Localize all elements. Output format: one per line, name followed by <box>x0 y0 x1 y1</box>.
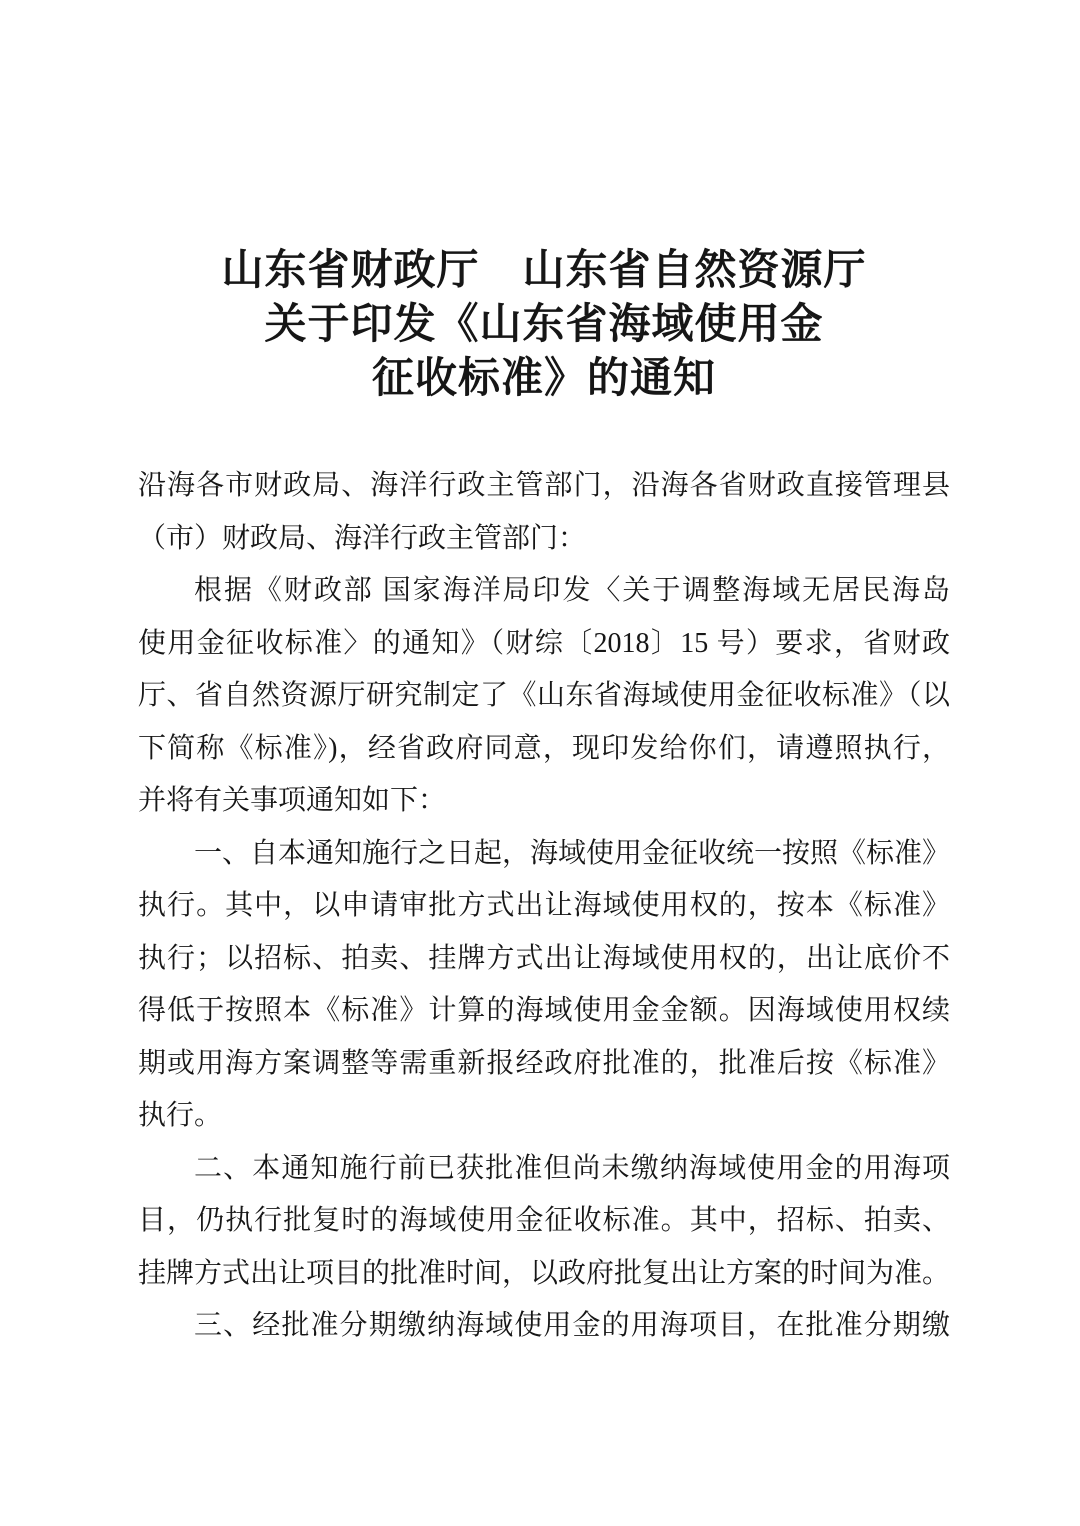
body-line: 期或用海方案调整等需重新报经政府批准的，批准后按《标准》 <box>138 1047 950 1079</box>
body-line: 并将有关事项通知如下： <box>138 785 447 816</box>
body-line: 沿海各市财政局、海洋行政主管部门，沿海各省财政直接管理县 <box>138 470 950 501</box>
body-line: 下简称《标准》)，经省政府同意，现印发给你们，请遵照执行， <box>138 732 950 764</box>
body-line: 根据《财政部 国家海洋局印发〈关于调整海域无居民海岛 <box>194 575 950 606</box>
body-line: （市）财政局、海洋行政主管部门： <box>138 522 587 554</box>
title-line: 关于印发《山东省海域使用金 <box>264 302 824 348</box>
title-line: 山东省财政厅 山东省自然资源厅 <box>221 248 867 294</box>
body-line: 得低于按照本《标准》计算的海域使用金金额。因海域使用权续 <box>138 995 950 1026</box>
body-line: 执行。 <box>138 1100 223 1131</box>
document-body <box>138 460 950 1353</box>
body-line: 三、经批准分期缴纳海域使用金的用海项目，在批准分期缴 <box>194 1310 950 1341</box>
body-line: 执行；以招标、拍卖、挂牌方式出让海域使用权的，出让底价不 <box>138 942 950 974</box>
title-line: 征收标准》的通知 <box>371 356 716 402</box>
body-line: 一、自本通知施行之日起，海域使用金征收统一按照《标准》 <box>194 837 950 869</box>
body-line: 执行。其中，以申请审批方式出让海域使用权的，按本《标准》 <box>138 890 950 921</box>
body-line: 目，仍执行批复时的海域使用金征收标准。其中，招标、拍卖、 <box>138 1205 950 1236</box>
body-line: 使用金征收标准〉的通知》（财综〔2018〕15 号）要求，省财政 <box>138 627 950 659</box>
body-line: 挂牌方式出让项目的批准时间，以政府批复出让方案的时间为准。 <box>138 1257 950 1289</box>
body-line: 厅、省自然资源厅研究制定了《山东省海域使用金征收标准》（以 <box>138 680 950 711</box>
document-title <box>138 244 950 406</box>
body-line: 二、本通知施行前已获批准但尚未缴纳海域使用金的用海项 <box>194 1152 950 1184</box>
